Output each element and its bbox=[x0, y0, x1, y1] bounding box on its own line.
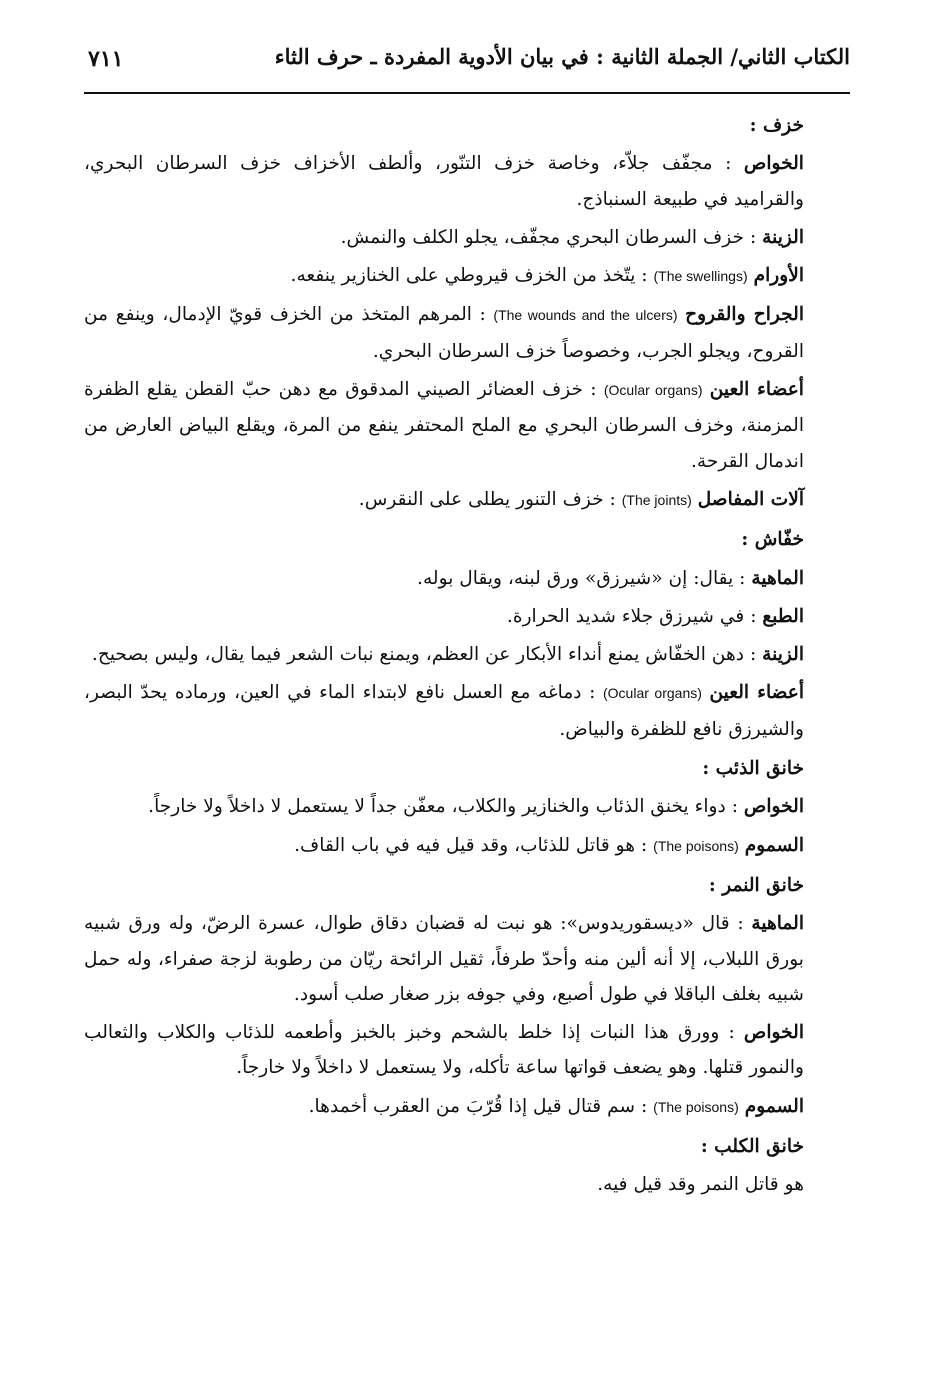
paragraph-term: الخواص bbox=[743, 796, 804, 818]
paragraph-text: : خزف السرطان البحري مجفّف، يجلو الكلف والنمش. bbox=[340, 226, 757, 248]
paragraph-term: الماهية bbox=[751, 567, 804, 589]
running-title: الكتاب الثاني/ الجملة الثانية : في بيان الأدوية المفردة ـ حرف الثاء bbox=[274, 44, 850, 69]
paragraph-text: : خزف التنور يطلى على النقرس. bbox=[358, 488, 616, 510]
paragraph-term: السموم bbox=[744, 1095, 804, 1117]
paragraph-term: الزينة bbox=[762, 226, 804, 248]
paragraph-term: الطبع bbox=[762, 605, 804, 627]
entry-heading: خانق الذئب : bbox=[702, 758, 804, 780]
entry-paragraph bbox=[84, 561, 850, 596]
paragraph-term: الأورام bbox=[753, 265, 804, 287]
paragraph-term: آلات المفاصل bbox=[697, 488, 804, 510]
paragraph-text: : سم قتال قيل إذا قُرّبَ من العقرب أخمدها. bbox=[308, 1095, 648, 1117]
entry-paragraph bbox=[84, 297, 850, 369]
paragraph-text: : دماغه مع العسل نافع لابتداء الماء في العين، ورماده يحدّ البصر، والشيرزق نافع للظفرة والبياض. bbox=[84, 682, 804, 740]
paragraph-text: : مجفّف جلاّء، وخاصة خزف التنّور، وألطف الأخزاف خزف السرطان البحري، والقراميد في طبيعة السنباذج. bbox=[84, 153, 804, 210]
english-gloss: (The poisons) bbox=[653, 837, 739, 854]
paragraph-text: : وورق هذا النبات إذا خلط بالشحم وخبز بالخبز وأطعمه للذئاب والكلاب والثعالب والنمور قتلها. وهو يضعف قواتها ساعة تأكله، ولا يستعمل لا داخلاً ولا خارجاً. bbox=[84, 1022, 804, 1079]
entry-paragraph bbox=[84, 599, 850, 634]
entry-paragraph bbox=[84, 258, 850, 294]
english-gloss: (The wounds and the ulcers) bbox=[493, 307, 678, 324]
page-body bbox=[84, 104, 850, 1203]
paragraph-text: : يتّخذ من الخزف قيروطي على الخنازير ينفعه. bbox=[290, 265, 648, 287]
page-header bbox=[84, 40, 850, 94]
paragraph-term: السموم bbox=[744, 834, 804, 856]
entry-paragraph bbox=[84, 482, 850, 518]
entry-heading: خانق الكلب : bbox=[700, 1136, 804, 1158]
paragraph-term: الماهية bbox=[751, 913, 804, 935]
entry-paragraph bbox=[84, 789, 850, 824]
entry-heading: خزف : bbox=[749, 115, 804, 136]
entry-paragraph bbox=[84, 1015, 850, 1086]
paragraph-term: أعضاء العين bbox=[709, 682, 804, 704]
entry-paragraph bbox=[84, 220, 850, 255]
paragraph-text: : المرهم المتخذ من الخزف قويّ الإدمال، وينفع من القروح، ويجلو الجرب، وخصوصاً خزف السرطان البحري. bbox=[84, 304, 804, 362]
paragraph-term: أعضاء العين bbox=[709, 379, 804, 401]
paragraph-text: : دواء يخنق الذئاب والخنازير والكلاب، معفّن جداً لا يستعمل لا داخلاً ولا خارجاً. bbox=[148, 796, 738, 818]
paragraph-term: الخواص bbox=[743, 153, 804, 175]
paragraph-text: : في شيرزق جلاء شديد الحرارة. bbox=[506, 605, 757, 627]
entry-paragraph bbox=[84, 828, 850, 864]
paragraph-text: هو قاتل النمر وقد قيل فيه. bbox=[597, 1174, 804, 1196]
english-gloss: (The joints) bbox=[621, 491, 692, 508]
entry-heading: خانق النمر : bbox=[708, 874, 804, 896]
paragraph-term: الخواص bbox=[743, 1022, 804, 1044]
paragraph-text: : هو قاتل للذئاب، وقد قيل فيه في باب القاف. bbox=[294, 834, 648, 856]
english-gloss: (The swellings) bbox=[653, 268, 748, 285]
english-gloss: (The poisons) bbox=[653, 1098, 739, 1115]
entry-paragraph bbox=[84, 1167, 850, 1202]
entry-paragraph bbox=[84, 906, 850, 1012]
entry-paragraph bbox=[84, 637, 850, 672]
entry-paragraph bbox=[84, 372, 850, 479]
paragraph-text: : قال «ديسقوريدوس»: هو نبت له قضبان دقاق طوال، عسرة الرضّ، وله ورق شبيه بورق اللبلاب، إلا أنه ألين منه وأحدّ طرفاً، ثقيل الرائحة ريّان من رطوبة لزجة صفراء، وله حمل شبيه بغلف الباقلا في طول أصبع، وفي جوفه بزر صغار صلب أسود. bbox=[84, 913, 804, 1005]
entry-paragraph bbox=[84, 146, 850, 217]
page-number: ٧١١ bbox=[88, 46, 124, 72]
paragraph-text: : دهن الخفّاش يمنع أنداء الأبكار عن العظم، ويمنع نبات الشعر فيما يقال، وليس بصحيح. bbox=[91, 644, 757, 666]
entry-paragraph bbox=[84, 675, 850, 747]
entry-paragraph bbox=[84, 1089, 850, 1125]
paragraph-text: : يقال: إن «شيرزق» ورق لبنه، ويقال بوله. bbox=[417, 567, 746, 589]
paragraph-term: الزينة bbox=[762, 644, 804, 666]
paragraph-term: الجراح والقروح bbox=[685, 304, 804, 326]
paragraph-text: : خزف العضائر الصيني المدقوق مع دهن حبّ القطن يقلع الظفرة المزمنة، وخزف السرطان البحري مع الملح المحتفر ينفع من المرة، ويقلع البياض العارض من اندمال القرحة. bbox=[84, 379, 804, 472]
english-gloss: (Ocular organs) bbox=[603, 382, 703, 399]
english-gloss: (Ocular organs) bbox=[602, 685, 702, 702]
entry-heading: خفّاش : bbox=[741, 529, 804, 551]
